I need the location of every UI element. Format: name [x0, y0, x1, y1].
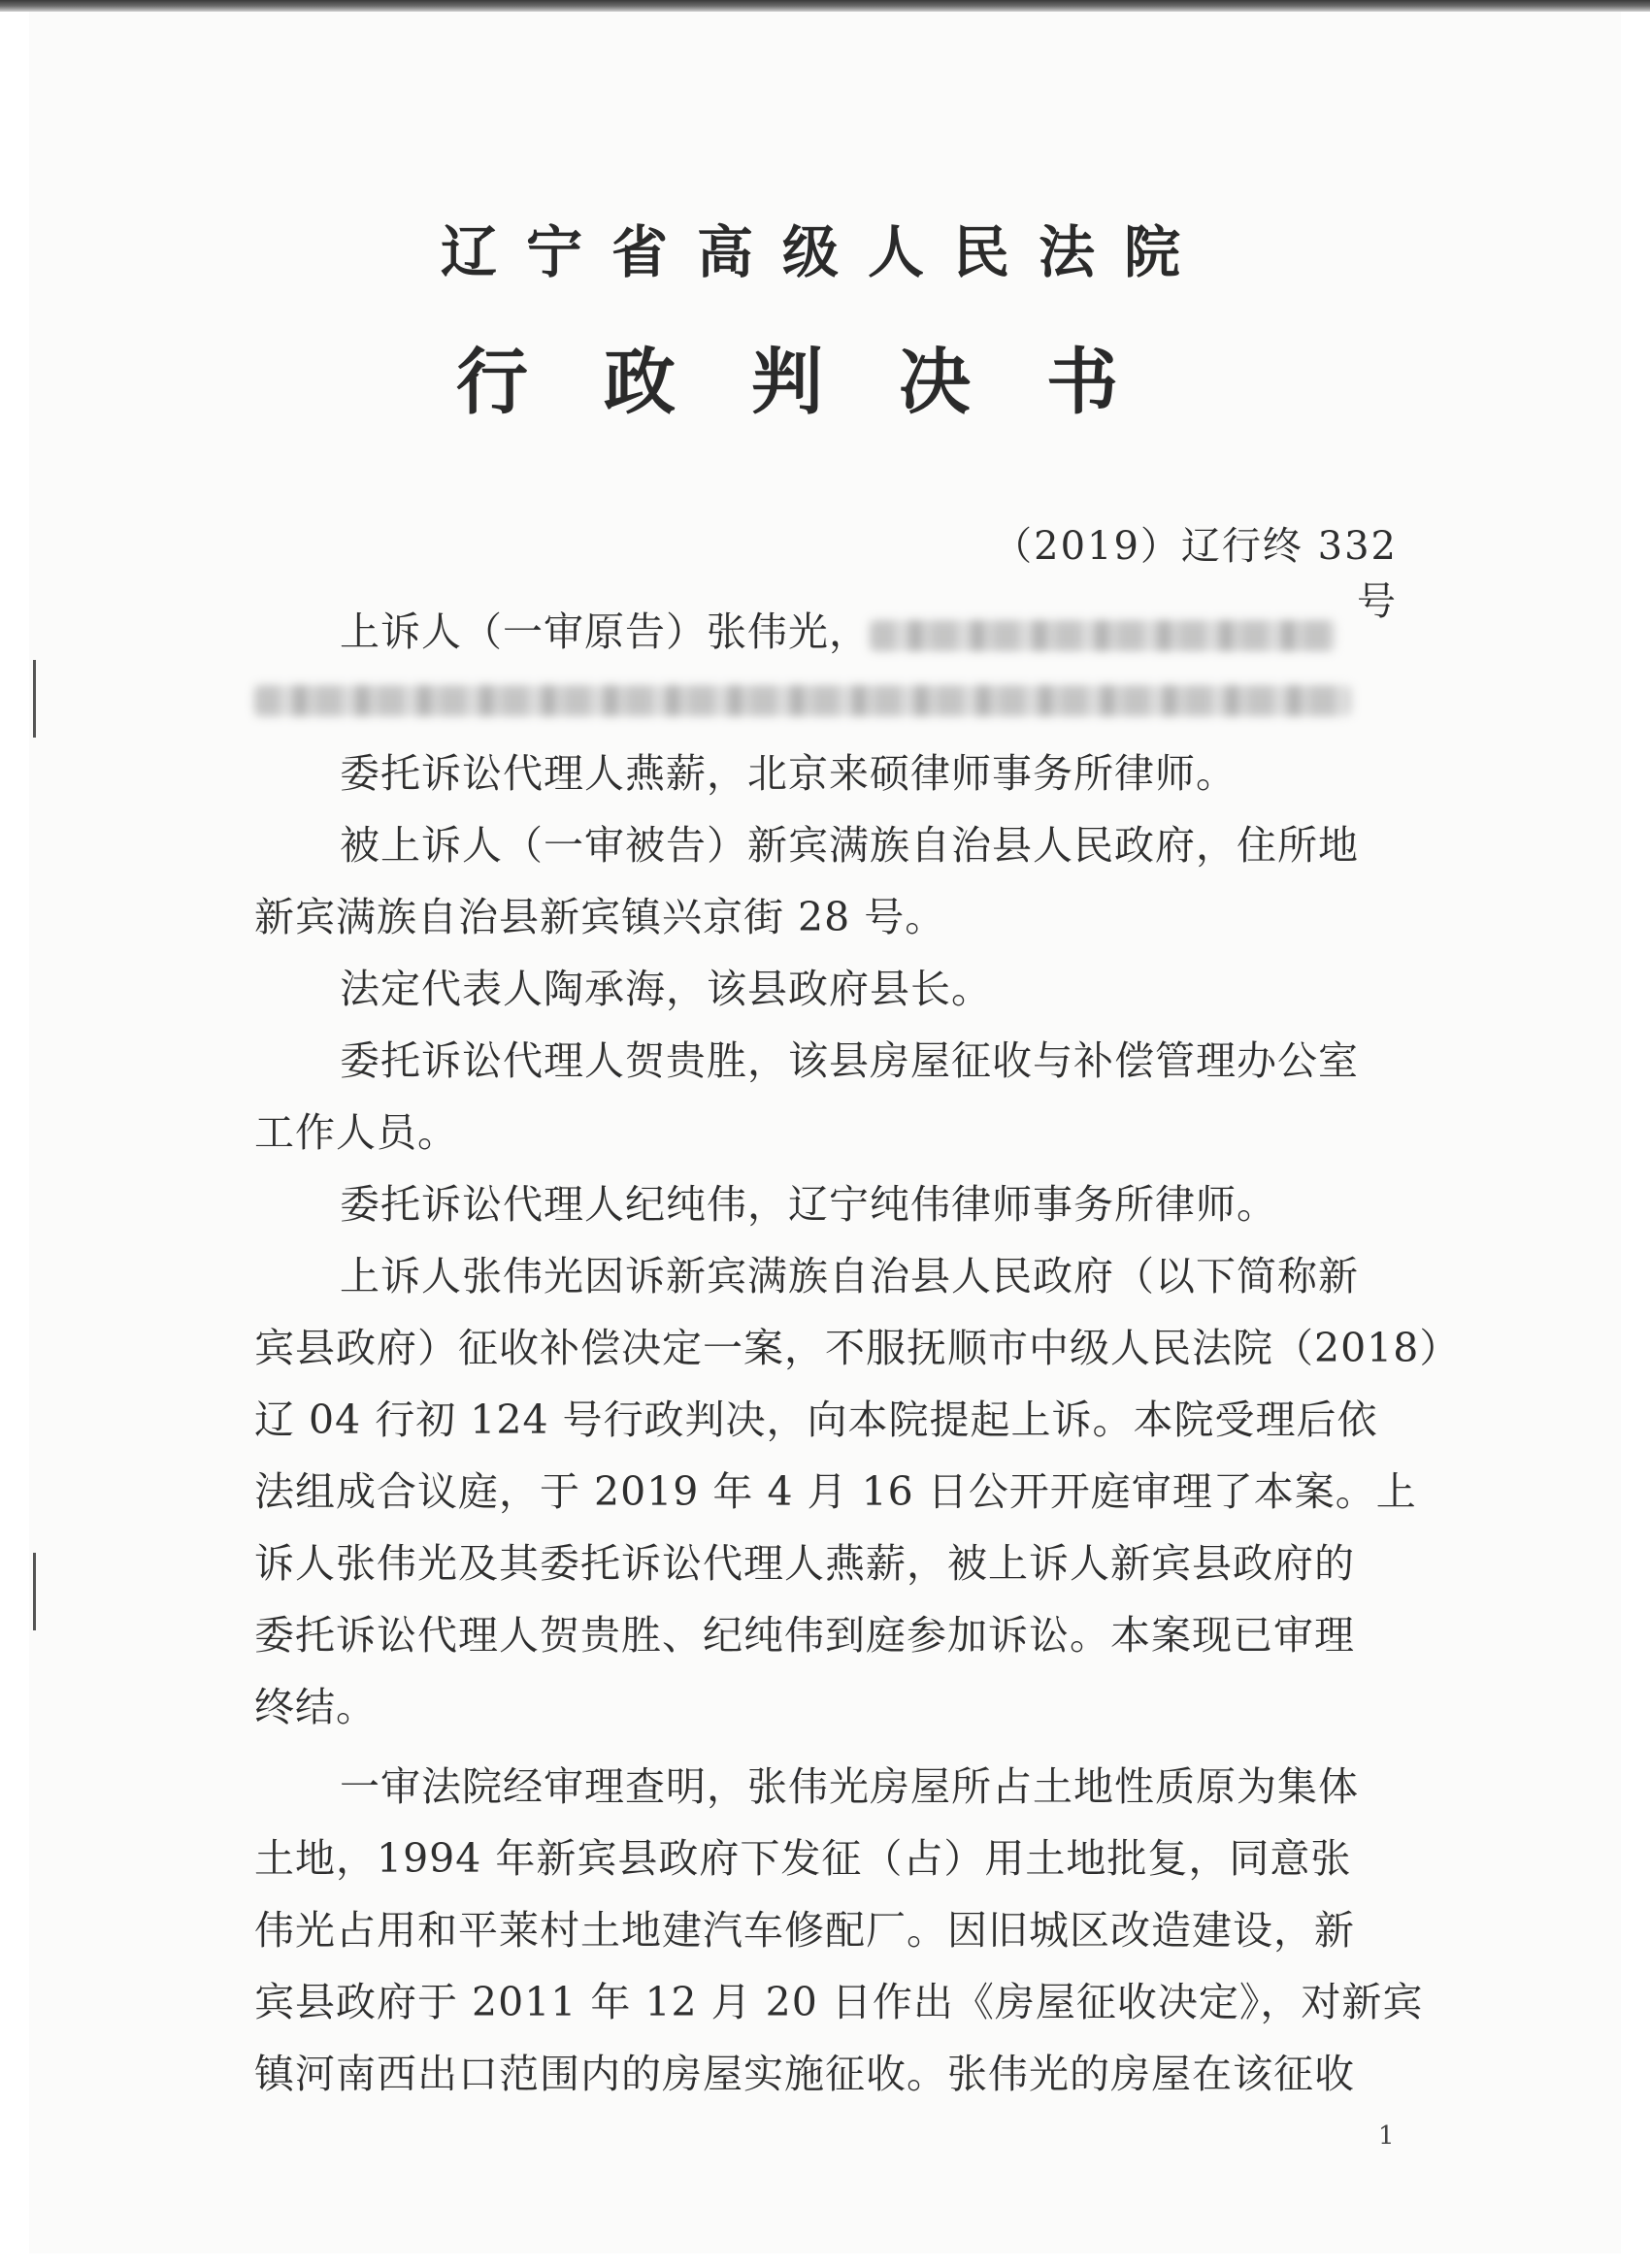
- appellant-line: [340, 600, 1336, 657]
- paragraph-2-line: 镇河南西出口范围内的房屋实施征收。张伟光的房屋在该征收: [254, 2051, 1355, 2097]
- redacted-text: [254, 685, 1351, 716]
- paragraph-1-line: 终结。: [254, 1684, 377, 1730]
- appellee-line-1: 被上诉人（一审被告）新宾满族自治县人民政府，住所地: [340, 822, 1359, 869]
- appellee-agent-1-line-1: 委托诉讼代理人贺贵胜，该县房屋征收与补偿管理办公室: [340, 1037, 1359, 1084]
- binding-mark: [33, 660, 36, 738]
- scan-edge: [0, 0, 1650, 12]
- appellant-address-line: [254, 674, 1351, 720]
- legal-representative: 法定代表人陶承海，该县政府县长。: [340, 966, 992, 1012]
- paragraph-1-line: 诉人张伟光及其委托诉讼代理人燕薪，被上诉人新宾县政府的: [254, 1540, 1355, 1587]
- document-type: 行政判决书: [456, 341, 1194, 424]
- redacted-text: [870, 620, 1336, 651]
- paragraph-2-line: 土地，1994 年新宾县政府下发征（占）用土地批复，同意张: [254, 1835, 1352, 1882]
- page-number: 1: [1378, 2121, 1395, 2151]
- paragraph-2-line: 一审法院经审理查明，张伟光房屋所占土地性质原为集体: [340, 1763, 1359, 1810]
- paragraph-2-line: 伟光占用和平莱村土地建汽车修配厂。因旧城区改造建设，新: [254, 1907, 1355, 1954]
- paragraph-1-line: 辽 04 行初 124 号行政判决，向本院提起上诉。本院受理后依: [254, 1397, 1378, 1443]
- appellant-prefix: 上诉人（一审原告）张伟光，: [340, 608, 870, 655]
- appellee-agent-2: 委托诉讼代理人纪纯伟，辽宁纯伟律师事务所律师。: [340, 1181, 1277, 1228]
- appellee-line-2: 新宾满族自治县新宾镇兴京街 28 号。: [254, 894, 946, 940]
- case-number: （2019）辽行终 332 号: [993, 524, 1398, 624]
- binding-mark: [33, 1553, 36, 1630]
- appellee-agent-1-line-2: 工作人员。: [254, 1109, 458, 1156]
- paragraph-2-line: 宾县政府于 2011 年 12 月 20 日作出《房屋征收决定》，对新宾: [254, 1979, 1424, 2025]
- court-name: 辽宁省高级人民法院: [440, 219, 1209, 285]
- paragraph-1-line: 法组成合议庭，于 2019 年 4 月 16 日公开开庭审理了本案。上: [254, 1468, 1417, 1515]
- appellant-agent: 委托诉讼代理人燕薪，北京来硕律师事务所律师。: [340, 750, 1237, 797]
- paragraph-1-line: 宾县政府）征收补偿决定一案，不服抚顺市中级人民法院（2018）: [254, 1325, 1461, 1371]
- paragraph-1-line: 上诉人张伟光因诉新宾满族自治县人民政府（以下简称新: [340, 1253, 1359, 1299]
- paragraph-1-line: 委托诉讼代理人贺贵胜、纪纯伟到庭参加诉讼。本案现已审理: [254, 1612, 1355, 1659]
